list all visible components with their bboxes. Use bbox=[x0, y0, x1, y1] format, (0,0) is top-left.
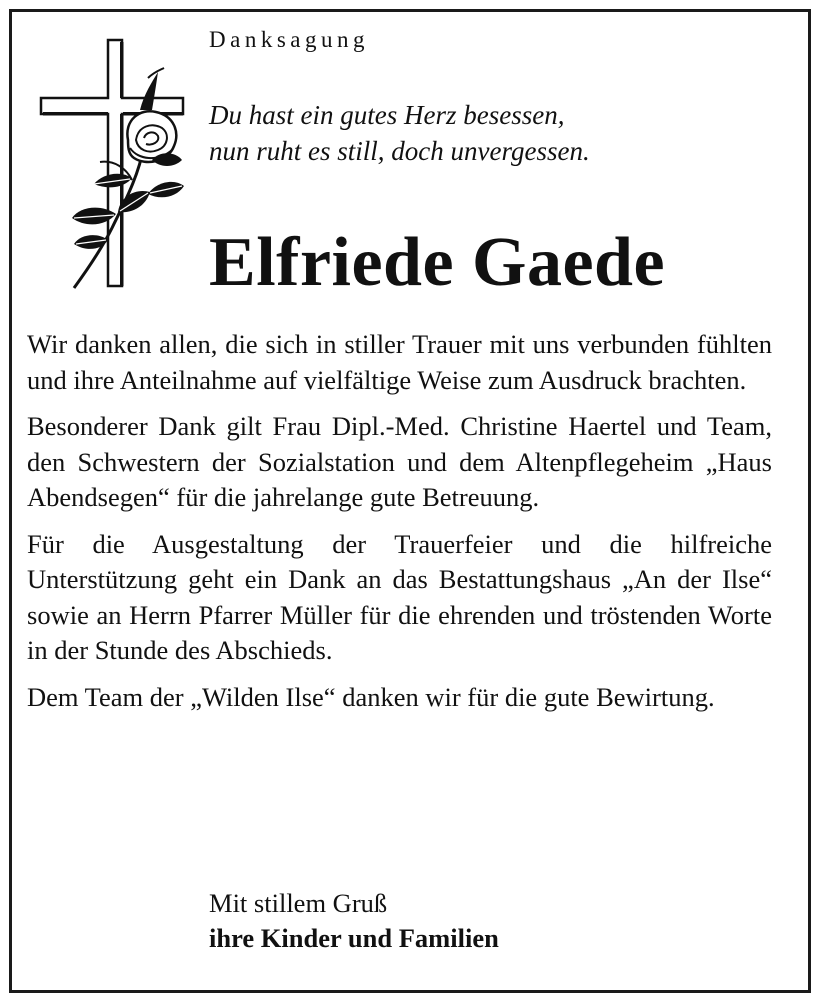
closing-greeting: Mit stillem Gruß bbox=[209, 888, 388, 918]
memorial-verse bbox=[209, 97, 590, 169]
cross-with-rose-icon bbox=[28, 28, 198, 298]
deceased-name: Elfriede Gaede bbox=[209, 224, 666, 301]
signoff bbox=[209, 886, 499, 956]
verse-line: nun ruht es still, doch unvergessen. bbox=[209, 136, 590, 166]
verse-line: Du hast ein gutes Herz besessen, bbox=[209, 100, 565, 130]
thanks-paragraph: Wir danken allen, die sich in stiller Trauer mit uns verbunden fühlten und ihre Anteilnahme auf vielfältige Weise zum Ausdruck brachten. bbox=[27, 329, 772, 395]
thanks-paragraph: Dem Team der „Wilden Ilse“ danken wir für die gute Bewirtung. bbox=[27, 681, 715, 712]
notice-heading: Danksagung bbox=[209, 27, 369, 52]
thanks-text bbox=[27, 327, 772, 726]
thanks-paragraph: Besonderer Dank gilt Frau Dipl.-Med. Christine Haertel und Team, den Schwestern der Sozialstation und dem Altenpflegeheim „Haus Abendsegen“ für die jahrelange gute Betreuung. bbox=[27, 411, 772, 512]
signature: ihre Kinder und Familien bbox=[209, 923, 499, 953]
thanks-paragraph: Für die Ausgestaltung der Trauerfeier und die hilfreiche Unterstützung geht ein Dank an das Bestattungshaus „An der Ilse“ sowie an Herrn Pfarrer Müller für die ehrenden und tröstenden Worte in der Stunde des Abschieds. bbox=[27, 528, 772, 665]
